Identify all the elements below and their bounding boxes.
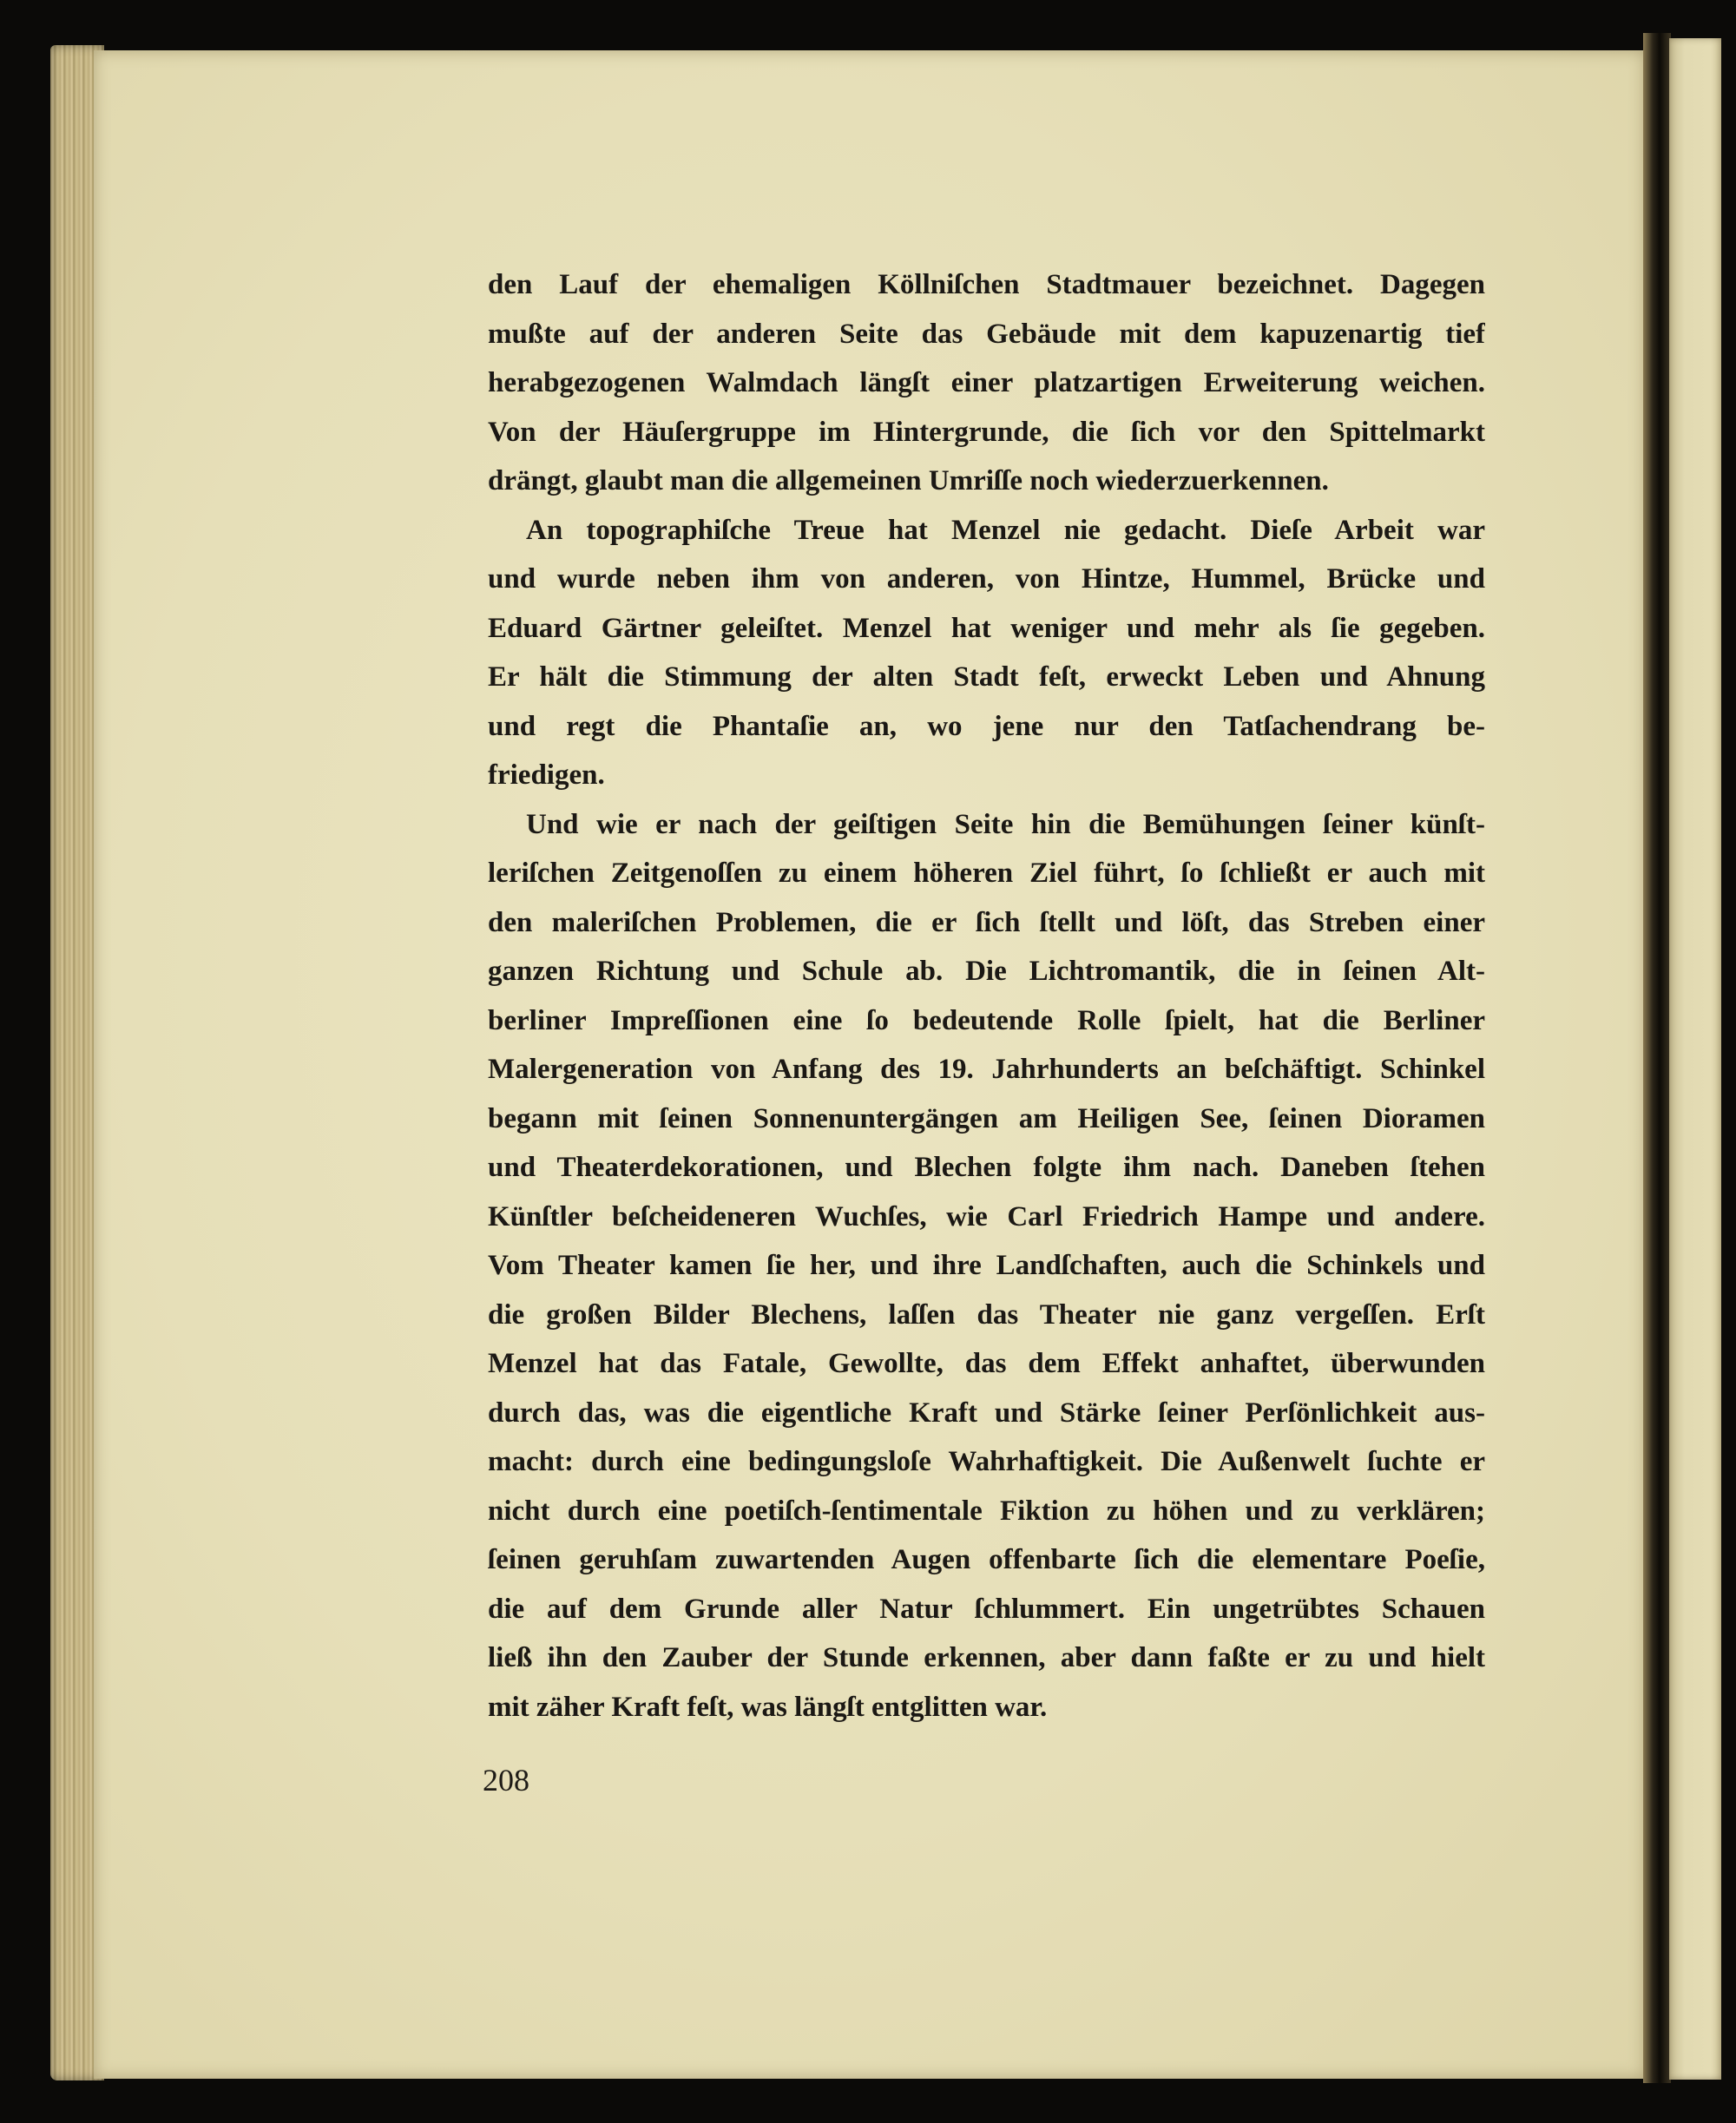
text-line: Eduard Gärtner geleiſtet. Menzel hat weniger und mehr als ſie gegeben.	[488, 612, 1485, 644]
text-line: Von der Häuſergruppe im Hintergrunde, die ſich vor den Spittelmarkt	[488, 416, 1485, 448]
text-line: mit zäher Kraft feſt, was längſt entglitten war.	[488, 1691, 1048, 1723]
text-line: den Lauf der ehemaligen Köllniſchen Stadtmauer bezeichnet. Dagegen	[488, 269, 1485, 300]
text-line: Malergeneration von Anfang des 19. Jahrhunderts an beſchäftigt. Schinkel	[488, 1054, 1485, 1085]
text-line: die großen Bilder Blechens, laſſen das Theater nie ganz vergeſſen. Erſt	[488, 1298, 1485, 1331]
paragraph-3	[488, 800, 1485, 1732]
text-line: ſeinen geruhſam zuwartenden Augen offenbarte ſich die elementare Poeſie,	[488, 1544, 1485, 1575]
text-line: berliner Impreſſionen eine ſo bedeutende Rolle ſpielt, hat die Berliner	[488, 1004, 1485, 1036]
text-line: macht: durch eine bedingungsloſe Wahrhaftigkeit. Die Außenwelt ſuchte er	[488, 1446, 1485, 1477]
text-line: durch das, was die eigentliche Kraft und Stärke ſeiner Perſönlichkeit aus-	[488, 1397, 1485, 1429]
text-line: und Theaterdekorationen, und Blechen folgte ihm nach. Daneben ſtehen	[488, 1152, 1485, 1183]
text-line: leriſchen Zeitgenoſſen zu einem höheren Ziel führt, ſo ſchließt er auch mit	[488, 858, 1485, 889]
text-line: Vom Theater kamen ſie her, und ihre Landſchaften, auch die Schinkels und	[488, 1250, 1485, 1281]
text-line: ganzen Richtung und Schule ab. Die Lichtromantik, die in ſeinen Alt-	[488, 956, 1485, 987]
body-text	[488, 260, 1485, 1732]
text-line: friedigen.	[488, 759, 605, 791]
text-line: An topographiſche Treue hat Menzel nie gedacht. Dieſe Arbeit war	[526, 514, 1485, 546]
text-line: den maleriſchen Problemen, die er ſich ſtellt und löſt, das Streben einer	[488, 906, 1485, 938]
text-line: die auf dem Grunde aller Natur ſchlummert. Ein ungetrübtes Schauen	[488, 1593, 1485, 1625]
paragraph-1	[488, 260, 1485, 506]
text-line: und regt die Phantaſie an, wo jene nur den Tatſachendrang be-	[488, 710, 1485, 742]
text-line: und wurde neben ihm von anderen, von Hintze, Hummel, Brücke und	[488, 563, 1485, 595]
text-line: ließ ihn den Zauber der Stunde erkennen, aber dann faßte er zu und hielt	[488, 1642, 1485, 1673]
paragraph-2	[488, 506, 1485, 800]
text-line: Menzel hat das Fatale, Gewollte, das dem Effekt anhaftet, überwunden	[488, 1348, 1485, 1379]
text-line: Er hält die Stimmung der alten Stadt feſt, erweckt Leben und Ahnung	[488, 661, 1485, 693]
facing-page-edge	[1669, 38, 1721, 2080]
text-line: nicht durch eine poetiſch-ſentimentale Fiktion zu höhen und zu verklären;	[488, 1495, 1485, 1527]
text-line: Künſtler beſcheideneren Wuchſes, wie Carl Friedrich Hampe und andere.	[488, 1200, 1485, 1232]
text-line: mußte auf der anderen Seite das Gebäude mit dem kapuzenartig tief	[488, 318, 1485, 350]
book-gutter	[1643, 33, 1671, 2083]
text-line: begann mit ſeinen Sonnenuntergängen am Heiligen See, ſeinen Dioramen	[488, 1102, 1485, 1134]
text-line: drängt, glaubt man die allgemeinen Umriſſe noch wiederzuerkennen.	[488, 465, 1329, 496]
text-line: herabgezogenen Walmdach längſt einer platzartigen Erweiterung weichen.	[488, 367, 1485, 398]
page-number: 208	[483, 1763, 529, 1798]
text-line: Und wie er nach der geiſtigen Seite hin die Bemühungen ſeiner künſt-	[526, 808, 1485, 840]
